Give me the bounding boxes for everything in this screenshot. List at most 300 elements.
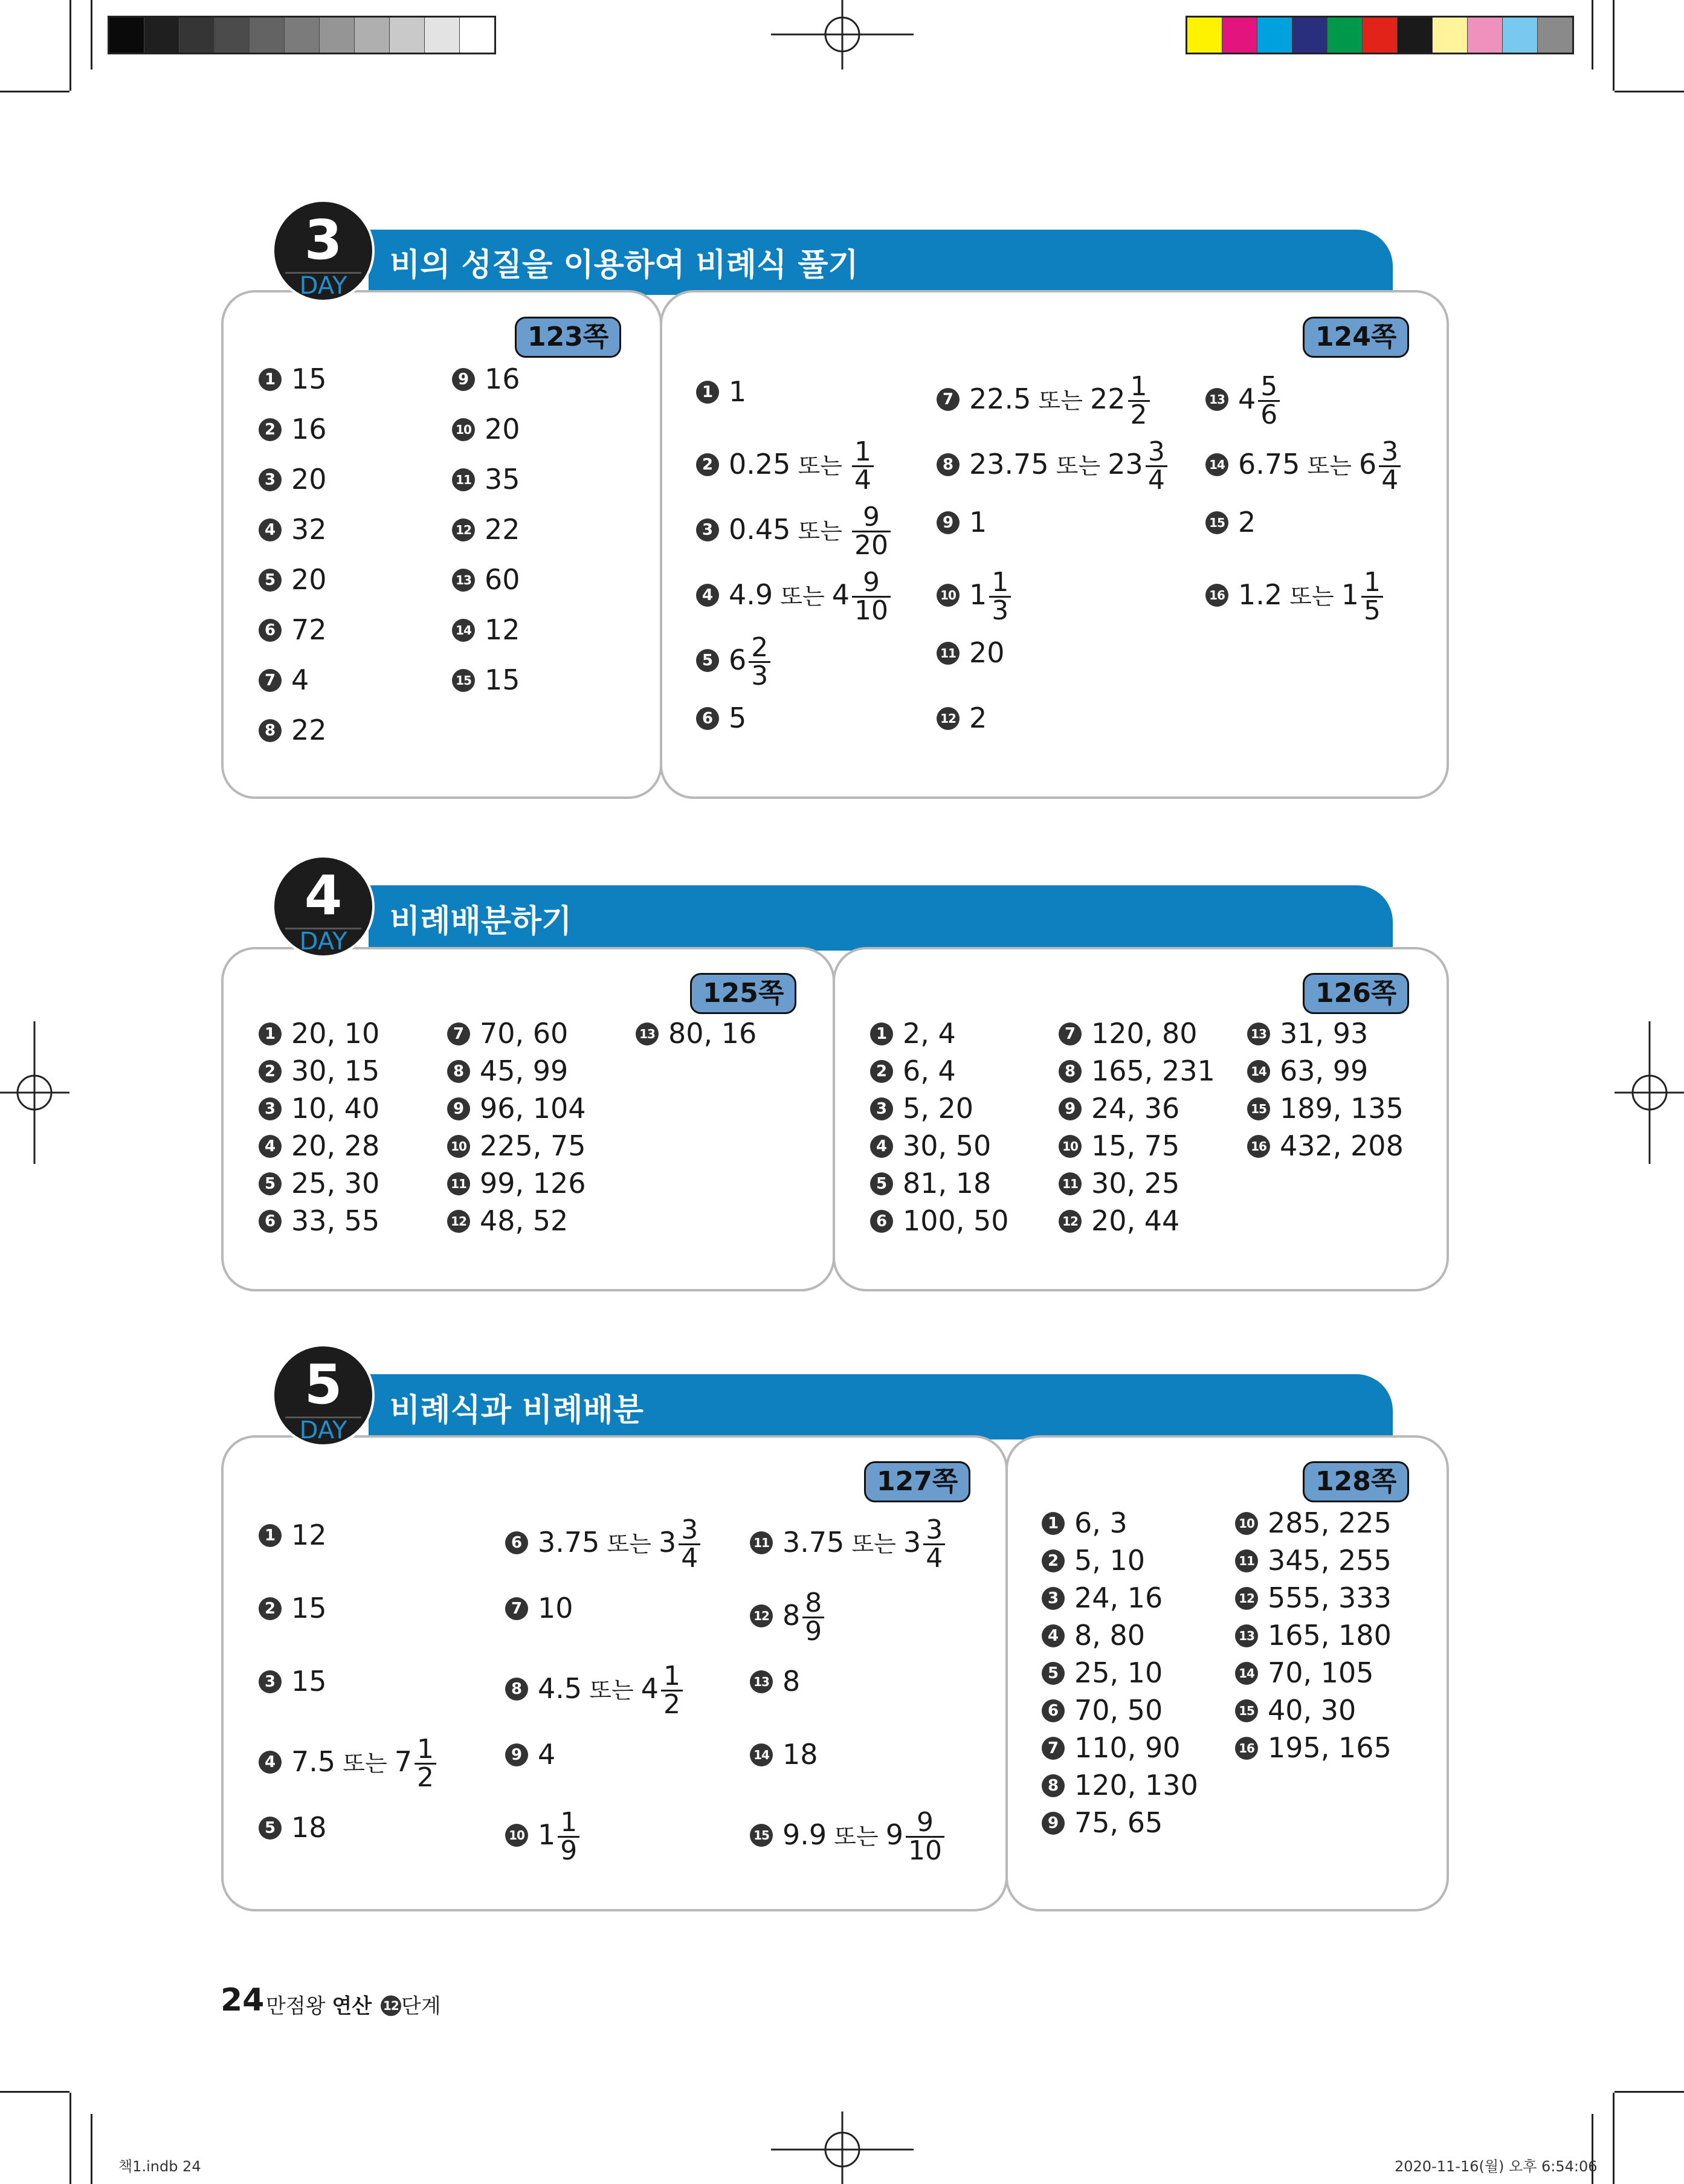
answer-value: 4 [291, 664, 309, 696]
or-label: 또는 [582, 1677, 641, 1704]
answer-value: 81, 18 [903, 1167, 992, 1200]
item-number-badge: 11 [937, 642, 960, 665]
slug-right: 2020-11-16(월) 오후 6:54:06 [1395, 2158, 1598, 2175]
item-number-badge: 7 [1059, 1023, 1082, 1045]
numerator: 1 [989, 569, 1011, 598]
item-number-badge: 7 [259, 669, 282, 692]
day-label: DAY [299, 272, 347, 300]
answer-value: 63, 99 [1280, 1055, 1369, 1087]
color-swatch [1503, 18, 1538, 53]
answer-item [452, 612, 520, 648]
answer-item [259, 1090, 379, 1126]
day-badge [272, 199, 375, 302]
item-number-badge: 12 [1235, 1587, 1258, 1610]
item-number-badge: 3 [1042, 1587, 1065, 1610]
item-number-badge: 10 [447, 1135, 470, 1158]
answer-item [696, 436, 874, 496]
section-title: 비례배분하기 [390, 903, 572, 940]
item-number-badge: 7 [505, 1597, 528, 1620]
item-number-badge: 10 [937, 584, 960, 607]
answer-item [505, 1809, 579, 1864]
answer-value: 20 [291, 463, 327, 496]
or-label: 또는 [827, 1823, 886, 1850]
fraction [923, 1514, 945, 1574]
answer-value: 432, 208 [1280, 1129, 1404, 1162]
denominator: 3 [751, 661, 769, 691]
answer-value: 22 [291, 714, 327, 746]
fraction [415, 1736, 436, 1791]
answer-item [1059, 1090, 1179, 1126]
answer-value: 1.2 [1238, 578, 1283, 611]
answer-value: 40, 30 [1268, 1694, 1357, 1727]
numerator: 9 [906, 1809, 944, 1838]
numerator: 1 [558, 1809, 579, 1838]
fraction [661, 1663, 683, 1718]
item-number-badge: 15 [750, 1824, 773, 1847]
or-label: 또는 [335, 1750, 395, 1777]
answer-value: 2 [969, 702, 987, 734]
numerator: 1 [661, 1663, 683, 1691]
item-number-badge: 10 [1059, 1135, 1082, 1158]
day-label: DAY [299, 928, 347, 955]
answer-item [696, 632, 770, 691]
mixed-whole: 3 [659, 1526, 677, 1559]
answer-item [447, 1203, 568, 1239]
item-number-badge: 4 [259, 1751, 282, 1774]
numerator: 1 [852, 439, 874, 467]
color-swatch [250, 18, 285, 53]
color-swatch [1363, 18, 1398, 53]
level-suffix: 단계 [401, 1994, 441, 2018]
answer-value: 70, 105 [1268, 1656, 1374, 1689]
answer-item [1059, 1053, 1215, 1089]
item-number-badge: 4 [259, 1135, 282, 1158]
answer-item [1235, 1542, 1392, 1578]
day-badge [272, 855, 375, 958]
answer-item [750, 1809, 944, 1864]
answer-value: 24, 36 [1091, 1092, 1180, 1125]
or-label: 또는 [1282, 583, 1341, 610]
answer-item [1235, 1692, 1356, 1728]
answer-value: 25, 30 [291, 1167, 380, 1200]
item-number-badge: 9 [937, 511, 960, 534]
color-swatch [215, 18, 250, 53]
item-number-badge: 5 [870, 1172, 893, 1195]
answer-item [1247, 1053, 1368, 1089]
item-number-badge: 6 [870, 1210, 893, 1233]
item-number-badge: 3 [696, 519, 719, 541]
answer-item [870, 1203, 1009, 1239]
answer-item [636, 1015, 757, 1052]
denominator: 2 [663, 1689, 681, 1720]
page-tag: 124쪽 [1303, 317, 1409, 358]
fraction [1128, 373, 1150, 428]
denominator: 6 [1260, 399, 1278, 430]
or-label: 또는 [1048, 453, 1108, 479]
answer-value: 25, 10 [1074, 1656, 1163, 1689]
item-number-badge: 8 [1042, 1774, 1065, 1797]
denominator: 10 [908, 1835, 943, 1866]
item-number-badge: 1 [1042, 1512, 1065, 1535]
answer-item [259, 662, 309, 698]
page-tag: 125쪽 [690, 973, 796, 1014]
answer-value: 24, 16 [1074, 1581, 1163, 1614]
answer-item [1059, 1128, 1179, 1164]
mixed-whole: 9 [885, 1818, 904, 1851]
answer-value: 48, 52 [480, 1204, 569, 1237]
day-badge [272, 1344, 375, 1447]
item-number-badge: 11 [447, 1172, 470, 1195]
numerator: 3 [679, 1517, 700, 1545]
registration-mark-icon [771, 0, 916, 73]
item-number-badge: 8 [937, 453, 960, 476]
answer-item [259, 1128, 379, 1164]
denominator: 4 [926, 1543, 943, 1574]
answer-item [750, 1663, 800, 1699]
answer-item [696, 504, 891, 559]
item-number-badge: 6 [259, 1210, 282, 1233]
answer-item [870, 1128, 991, 1164]
answer-item [259, 1517, 327, 1553]
item-number-badge: 1 [259, 1023, 282, 1045]
crop-mark [1615, 2091, 1684, 2093]
item-number-badge: 13 [750, 1670, 773, 1693]
answer-item [452, 561, 520, 598]
answer-item [1059, 1203, 1179, 1239]
color-swatch [1433, 18, 1468, 53]
fraction [679, 1514, 700, 1574]
item-number-badge: 14 [750, 1743, 773, 1766]
answer-item [447, 1128, 586, 1164]
item-number-badge: 10 [452, 418, 475, 441]
answer-value: 1 [729, 375, 747, 408]
section-title: 비의 성질을 이용하여 비례식 풀기 [390, 247, 859, 283]
item-number-badge: 1 [696, 381, 719, 404]
answer-value: 0.25 [729, 448, 791, 480]
item-number-badge: 15 [1235, 1699, 1258, 1722]
answer-item [1042, 1730, 1181, 1766]
answer-item [259, 1736, 436, 1791]
item-number-badge: 1 [870, 1023, 893, 1045]
item-number-badge: 5 [259, 569, 282, 592]
mixed-whole: 23 [1108, 448, 1143, 480]
answer-item [696, 569, 891, 624]
answer-item [452, 411, 520, 447]
answer-item [259, 461, 327, 497]
item-number-badge: 9 [447, 1097, 470, 1120]
item-number-badge: 9 [505, 1743, 528, 1766]
fraction [558, 1809, 579, 1864]
answer-value: 99, 126 [480, 1167, 586, 1200]
answer-item [452, 461, 520, 497]
answer-value: 80, 16 [668, 1017, 757, 1050]
answer-item [1042, 1767, 1198, 1803]
item-number-badge: 3 [870, 1097, 893, 1120]
day-number: 3 [304, 208, 343, 272]
answer-item [1042, 1580, 1163, 1616]
answer-value: 45, 99 [480, 1055, 569, 1087]
item-number-badge: 11 [750, 1531, 773, 1554]
crop-mark [1613, 2093, 1615, 2184]
answer-value: 30, 25 [1091, 1167, 1180, 1200]
answer-value: 33, 55 [291, 1204, 380, 1237]
page-tag: 128쪽 [1303, 1461, 1409, 1502]
answer-item [870, 1053, 956, 1089]
mixed-whole: 1 [1341, 578, 1360, 611]
crop-mark [69, 0, 71, 91]
item-number-badge: 13 [1247, 1023, 1270, 1045]
item-number-badge: 8 [259, 719, 282, 742]
color-swatch [1328, 18, 1363, 53]
numerator: 1 [415, 1736, 436, 1765]
color-swatch [109, 18, 144, 53]
answer-item [937, 373, 1150, 428]
item-number-badge: 7 [1042, 1737, 1065, 1760]
denominator: 4 [681, 1543, 698, 1574]
answer-item [696, 700, 746, 736]
color-swatch [390, 18, 425, 53]
or-label: 또는 [1300, 453, 1359, 479]
answer-value: 70, 50 [1074, 1694, 1163, 1727]
level-badge: 12 [381, 1995, 401, 2016]
mixed-whole: 4 [640, 1672, 659, 1705]
color-swatch [1292, 18, 1328, 53]
item-number-badge: 8 [505, 1678, 528, 1701]
answer-item [1247, 1090, 1404, 1126]
answer-value: 23.75 [969, 448, 1049, 480]
item-number-badge: 12 [750, 1604, 773, 1627]
day-label: DAY [299, 1417, 347, 1444]
numerator: 2 [749, 635, 770, 663]
answer-item [1205, 373, 1280, 428]
answer-value: 16 [291, 413, 327, 445]
denominator: 4 [1381, 465, 1399, 496]
item-number-badge: 16 [1235, 1737, 1258, 1760]
answer-value: 30, 15 [291, 1055, 380, 1087]
fraction [906, 1809, 944, 1864]
numerator: 8 [802, 1590, 824, 1618]
answer-item [505, 1590, 573, 1626]
color-swatch [285, 18, 320, 53]
answer-value: 6, 3 [1074, 1507, 1128, 1539]
color-swatch [1257, 18, 1292, 53]
item-number-badge: 8 [447, 1060, 470, 1083]
answer-item [259, 1809, 327, 1846]
item-number-badge: 9 [452, 368, 475, 391]
item-number-badge: 13 [1235, 1624, 1258, 1647]
answer-item [1042, 1542, 1145, 1578]
answer-item [452, 361, 520, 397]
answer-value: 189, 135 [1280, 1092, 1404, 1125]
item-number-badge: 6 [505, 1531, 528, 1554]
answer-value: 15 [291, 1665, 327, 1698]
answer-item [1042, 1692, 1163, 1728]
answer-item [447, 1165, 586, 1201]
answer-item [259, 1590, 327, 1626]
item-number-badge: 16 [1205, 584, 1228, 607]
item-number-badge: 4 [1042, 1624, 1065, 1647]
crop-mark [1613, 0, 1615, 91]
item-number-badge: 12 [447, 1210, 470, 1233]
answer-value: 16 [485, 363, 520, 395]
mixed-whole: 6 [1359, 448, 1377, 480]
answer-item [870, 1090, 973, 1126]
item-number-badge: 12 [1059, 1210, 1082, 1233]
numerator: 1 [1361, 569, 1383, 598]
answer-item [259, 361, 327, 397]
item-number-badge: 1 [259, 1524, 282, 1547]
item-number-badge: 11 [1059, 1172, 1082, 1195]
answer-item [259, 511, 327, 548]
answer-item [750, 1590, 824, 1645]
color-swatch [1468, 18, 1503, 53]
answer-value: 345, 255 [1268, 1544, 1392, 1577]
item-number-badge: 6 [696, 707, 719, 730]
mixed-whole: 4 [831, 578, 850, 611]
answer-item [1042, 1804, 1163, 1841]
item-number-badge: 10 [505, 1824, 528, 1847]
fraction [1258, 373, 1280, 428]
item-number-badge: 14 [1235, 1662, 1258, 1685]
item-number-badge: 12 [937, 707, 960, 730]
item-number-badge: 2 [259, 418, 282, 441]
answer-value: 60 [485, 563, 520, 596]
answer-value: 9.9 [782, 1818, 827, 1851]
fraction [749, 632, 770, 691]
answer-item [750, 1514, 945, 1574]
answer-item [937, 700, 987, 736]
color-swatch [1222, 18, 1257, 53]
item-number-badge: 4 [259, 519, 282, 541]
day-number: 4 [304, 864, 343, 928]
answer-value: 22 [485, 513, 520, 546]
item-number-badge: 2 [870, 1060, 893, 1083]
answer-item [1247, 1128, 1404, 1164]
or-label: 또는 [844, 1531, 903, 1557]
denominator: 9 [805, 1616, 822, 1647]
item-number-badge: 2 [259, 1060, 282, 1083]
book-title [266, 1989, 441, 2019]
answer-value: 20, 44 [1091, 1204, 1180, 1237]
section-title: 비례식과 비례배분 [390, 1392, 644, 1429]
answer-value: 15 [291, 363, 327, 395]
answer-item [452, 662, 520, 698]
item-number-badge: 15 [1205, 511, 1228, 534]
answer-item [259, 712, 327, 748]
item-number-badge: 14 [1247, 1060, 1270, 1083]
denominator: 4 [1147, 465, 1165, 496]
item-number-badge: 13 [452, 569, 475, 592]
answer-value: 22.5 [969, 383, 1031, 415]
mixed-whole: 4 [1238, 383, 1256, 415]
answer-value: 165, 231 [1091, 1055, 1215, 1087]
or-label: 또는 [1031, 387, 1090, 414]
item-number-badge: 4 [870, 1135, 893, 1158]
color-swatch-bar [1186, 16, 1574, 54]
answer-value: 18 [782, 1738, 818, 1771]
item-number-badge: 11 [452, 468, 475, 491]
book-subject: 연산 [332, 1994, 372, 2018]
answer-value: 15, 75 [1091, 1129, 1180, 1162]
answer-item [259, 1015, 379, 1052]
fraction [852, 569, 891, 624]
numerator: 5 [1258, 373, 1280, 402]
fraction [802, 1590, 824, 1645]
item-number-badge: 1 [259, 368, 282, 391]
item-number-badge: 15 [1247, 1097, 1270, 1120]
answer-item [452, 511, 520, 548]
color-swatch [144, 18, 179, 53]
answer-value: 5 [729, 702, 747, 734]
denominator: 20 [854, 530, 888, 561]
answer-item [937, 635, 1005, 671]
answer-value: 20 [485, 413, 520, 445]
answer-value: 12 [485, 613, 520, 646]
answer-item [1235, 1580, 1392, 1616]
answer-value: 1 [969, 506, 987, 538]
registration-mark-icon [771, 2111, 916, 2184]
page-number: 24 [221, 1982, 265, 2018]
answer-value: 100, 50 [903, 1204, 1009, 1237]
answer-item [259, 1203, 379, 1239]
color-swatch [460, 18, 494, 53]
answer-value: 120, 130 [1074, 1769, 1198, 1801]
crop-mark [0, 91, 69, 92]
answer-value: 2, 4 [903, 1017, 956, 1050]
answer-item [447, 1090, 586, 1126]
fraction [1146, 436, 1167, 496]
fraction [1379, 436, 1401, 496]
item-number-badge: 14 [452, 619, 475, 642]
answer-item [259, 1165, 379, 1201]
book-name: 만점왕 [266, 1994, 326, 2018]
answer-value: 35 [485, 463, 520, 496]
numerator: 3 [1146, 439, 1167, 467]
or-label: 또는 [773, 583, 832, 610]
answer-item [1042, 1617, 1145, 1653]
answer-item [447, 1053, 568, 1089]
answer-item [696, 373, 746, 410]
answer-value: 285, 225 [1268, 1507, 1392, 1539]
color-swatch [425, 18, 460, 53]
mixed-whole: 6 [729, 644, 747, 676]
answer-item [1042, 1655, 1163, 1691]
answer-item [1235, 1617, 1392, 1653]
answer-value: 110, 90 [1074, 1731, 1181, 1764]
answer-value: 6.75 [1238, 448, 1300, 480]
answer-value: 20, 28 [291, 1129, 380, 1162]
answer-value: 75, 65 [1074, 1806, 1163, 1839]
answer-value: 20, 10 [291, 1017, 380, 1050]
crop-mark [1592, 0, 1593, 69]
denominator: 2 [1130, 399, 1147, 430]
page-tag: 123쪽 [515, 317, 621, 358]
numerator: 3 [1379, 439, 1401, 467]
mixed-whole: 8 [782, 1599, 801, 1632]
answer-item [505, 1663, 683, 1718]
color-swatch [320, 18, 355, 53]
answer-value: 32 [291, 513, 327, 546]
answer-value: 165, 180 [1268, 1619, 1392, 1652]
or-label: 또는 [790, 453, 850, 479]
answer-item [937, 504, 987, 540]
answer-item [1059, 1015, 1198, 1052]
item-number-badge: 13 [1205, 388, 1228, 411]
answer-value: 96, 104 [480, 1092, 586, 1125]
numerator: 3 [923, 1517, 945, 1545]
answer-value: 15 [291, 1592, 327, 1624]
answer-item [259, 612, 327, 648]
